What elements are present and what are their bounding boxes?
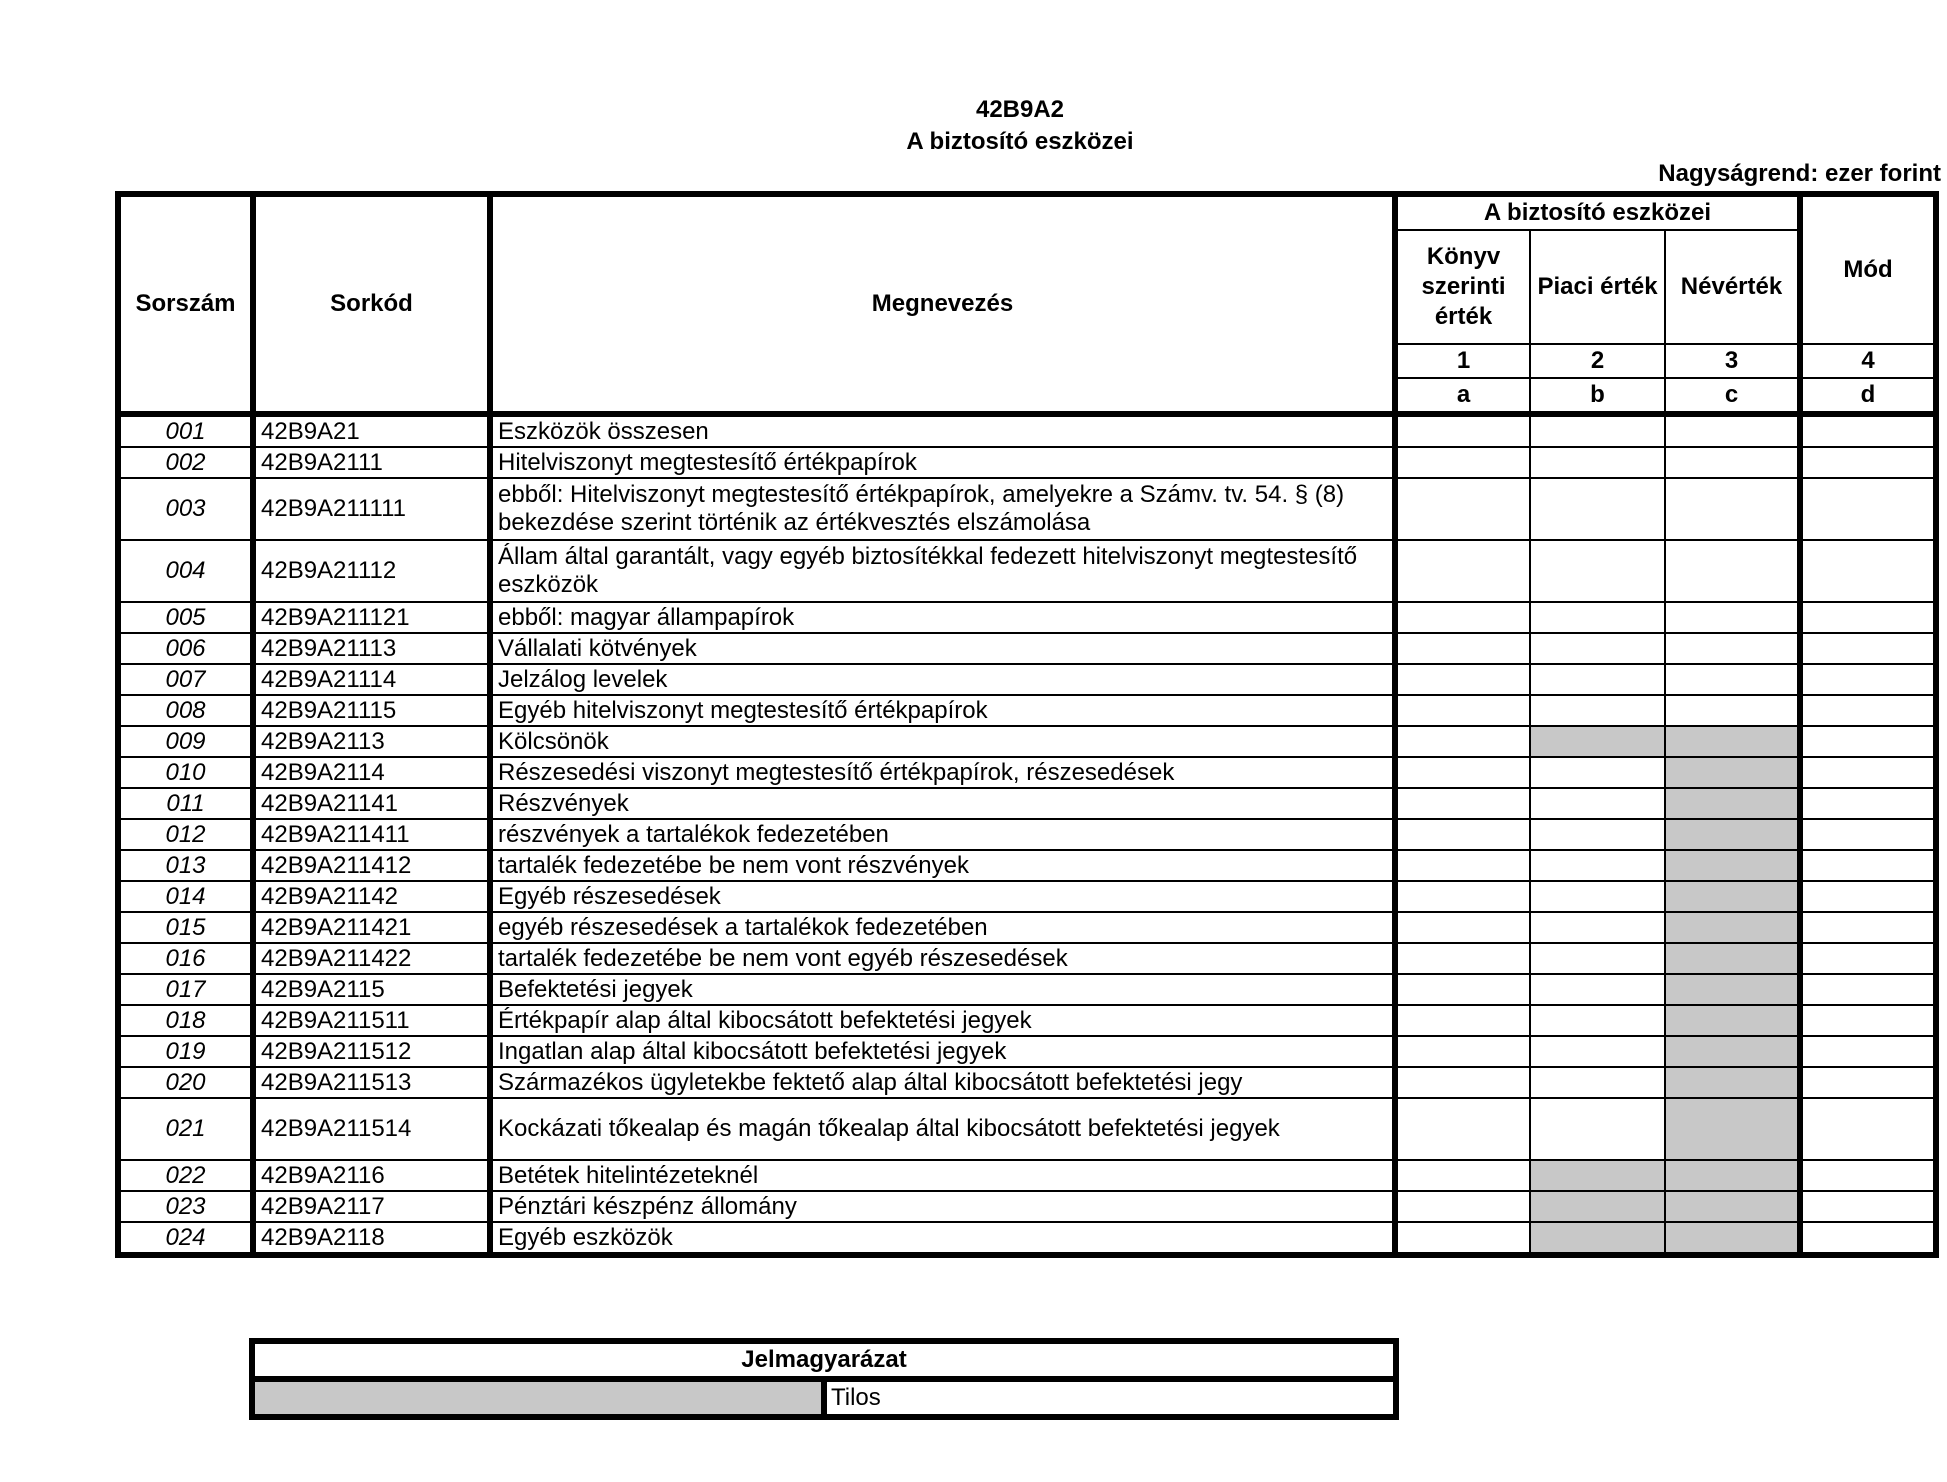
value-cell[interactable] — [1800, 1191, 1936, 1222]
row-sorszam: 012 — [118, 819, 253, 850]
row-sorszam: 015 — [118, 912, 253, 943]
row-sorkod: 42B9A2115 — [253, 974, 490, 1005]
value-cell[interactable] — [1665, 664, 1800, 695]
value-cell[interactable] — [1530, 1067, 1665, 1098]
header-col3: Névérték — [1665, 230, 1800, 344]
header-col2: Piaci érték — [1530, 230, 1665, 344]
value-cell-disabled — [1665, 1067, 1800, 1098]
value-cell[interactable] — [1395, 726, 1530, 757]
row-sorkod: 42B9A211512 — [253, 1036, 490, 1067]
table-row — [118, 974, 1936, 1005]
row-sorkod: 42B9A211412 — [253, 850, 490, 881]
value-cell[interactable] — [1395, 912, 1530, 943]
value-cell[interactable] — [1395, 602, 1530, 633]
value-cell[interactable] — [1395, 540, 1530, 602]
row-megnevezes: tartalék fedezetébe be nem vont részvények — [490, 850, 1395, 881]
value-cell[interactable] — [1530, 1036, 1665, 1067]
value-cell[interactable] — [1530, 540, 1665, 602]
value-cell[interactable] — [1395, 881, 1530, 912]
value-cell[interactable] — [1800, 974, 1936, 1005]
table-row — [118, 633, 1936, 664]
value-cell[interactable] — [1665, 695, 1800, 726]
row-sorkod: 42B9A211422 — [253, 943, 490, 974]
form-title: A biztosító eszközei — [906, 128, 1134, 155]
value-cell[interactable] — [1530, 695, 1665, 726]
value-cell[interactable] — [1800, 943, 1936, 974]
row-megnevezes: Származékos ügyletekbe fektető alap által kibocsátott befektetési jegy — [490, 1067, 1395, 1098]
row-sorkod: 42B9A21113 — [253, 633, 490, 664]
row-sorkod: 42B9A2113 — [253, 726, 490, 757]
value-cell-disabled — [1530, 726, 1665, 757]
unit-note: Nagyságrend: ezer forint — [1658, 160, 1941, 187]
value-cell[interactable] — [1665, 447, 1800, 478]
title-block — [0, 94, 1947, 158]
legend-title: Jelmagyarázat — [252, 1341, 1396, 1379]
header-mod: Mód — [1800, 194, 1936, 344]
row-megnevezes: egyéb részesedések a tartalékok fedezetében — [490, 912, 1395, 943]
value-cell[interactable] — [1395, 1098, 1530, 1160]
value-cell[interactable] — [1530, 912, 1665, 943]
value-cell[interactable] — [1665, 414, 1800, 447]
form-code: 42B9A2 — [975, 96, 1065, 123]
row-sorkod: 42B9A21 — [253, 414, 490, 447]
value-cell[interactable] — [1800, 602, 1936, 633]
table-row — [118, 540, 1936, 602]
header-letter-c: c — [1665, 378, 1800, 414]
value-cell[interactable] — [1395, 664, 1530, 695]
value-cell[interactable] — [1395, 1160, 1530, 1191]
row-megnevezes: Pénztári készpénz állomány — [490, 1191, 1395, 1222]
table-row — [118, 478, 1936, 540]
row-megnevezes: Kölcsönök — [490, 726, 1395, 757]
value-cell[interactable] — [1800, 664, 1936, 695]
value-cell[interactable] — [1395, 819, 1530, 850]
value-cell-disabled — [1665, 943, 1800, 974]
row-megnevezes: Vállalati kötvények — [490, 633, 1395, 664]
table-row — [118, 1005, 1936, 1036]
value-cell[interactable] — [1800, 478, 1936, 540]
legend-tilos-label: Tilos — [824, 1379, 1396, 1417]
table-row — [118, 881, 1936, 912]
table-row — [118, 788, 1936, 819]
value-cell[interactable] — [1395, 1067, 1530, 1098]
value-cell-disabled — [1665, 819, 1800, 850]
row-sorszam: 021 — [118, 1098, 253, 1160]
row-sorkod: 42B9A21142 — [253, 881, 490, 912]
row-sorkod: 42B9A211111 — [253, 478, 490, 540]
value-cell[interactable] — [1395, 788, 1530, 819]
row-sorkod: 42B9A211513 — [253, 1067, 490, 1098]
row-megnevezes: Ingatlan alap által kibocsátott befektetési jegyek — [490, 1036, 1395, 1067]
value-cell[interactable] — [1395, 1036, 1530, 1067]
header-col1: Könyv szerinti érték — [1395, 230, 1530, 344]
value-cell-disabled — [1665, 788, 1800, 819]
value-cell-disabled — [1665, 881, 1800, 912]
row-megnevezes: Eszközök összesen — [490, 414, 1395, 447]
row-sorszam: 022 — [118, 1160, 253, 1191]
row-sorszam: 005 — [118, 602, 253, 633]
row-sorkod: 42B9A211421 — [253, 912, 490, 943]
value-cell[interactable] — [1395, 757, 1530, 788]
value-cell-disabled — [1665, 1160, 1800, 1191]
value-cell[interactable] — [1800, 414, 1936, 447]
row-sorkod: 42B9A2117 — [253, 1191, 490, 1222]
row-megnevezes: Állam által garantált, vagy egyéb biztosítékkal fedezett hitelviszonyt megtestesítő eszközök — [490, 540, 1395, 602]
legend-tilos-swatch — [252, 1379, 824, 1417]
value-cell[interactable] — [1530, 788, 1665, 819]
row-sorkod: 42B9A211514 — [253, 1098, 490, 1160]
value-cell[interactable] — [1395, 1222, 1530, 1255]
row-megnevezes: Egyéb részesedések — [490, 881, 1395, 912]
value-cell[interactable] — [1665, 633, 1800, 664]
row-megnevezes: ebből: Hitelviszonyt megtestesítő értékpapírok, amelyekre a Számv. tv. 54. § (8) bekezdése szerint történik az értékvesztés elszámolása — [490, 478, 1395, 540]
value-cell[interactable] — [1530, 757, 1665, 788]
value-cell[interactable] — [1395, 943, 1530, 974]
header-megnevezes: Megnevezés — [490, 194, 1395, 414]
value-cell[interactable] — [1800, 695, 1936, 726]
header-num-4: 4 — [1800, 344, 1936, 378]
table-row — [118, 757, 1936, 788]
value-cell[interactable] — [1530, 602, 1665, 633]
value-cell[interactable] — [1395, 1005, 1530, 1036]
value-cell-disabled — [1665, 850, 1800, 881]
value-cell[interactable] — [1800, 1036, 1936, 1067]
header-num-1: 1 — [1395, 344, 1530, 378]
table-row — [118, 664, 1936, 695]
value-cell[interactable] — [1530, 850, 1665, 881]
value-cell[interactable] — [1395, 1191, 1530, 1222]
value-cell[interactable] — [1395, 633, 1530, 664]
value-cell-disabled — [1665, 757, 1800, 788]
row-megnevezes: Kockázati tőkealap és magán tőkealap által kibocsátott befektetési jegyek — [490, 1098, 1395, 1160]
value-cell[interactable] — [1395, 974, 1530, 1005]
row-sorkod: 42B9A21112 — [253, 540, 490, 602]
value-cell-disabled — [1665, 912, 1800, 943]
row-megnevezes: Egyéb hitelviszonyt megtestesítő értékpapírok — [490, 695, 1395, 726]
row-sorkod: 42B9A211411 — [253, 819, 490, 850]
value-cell-disabled — [1530, 1222, 1665, 1255]
table-row — [118, 819, 1936, 850]
row-sorkod: 42B9A211121 — [253, 602, 490, 633]
row-sorkod: 42B9A2118 — [253, 1222, 490, 1255]
row-sorszam: 020 — [118, 1067, 253, 1098]
table-body — [118, 414, 1936, 1255]
value-cell[interactable] — [1800, 447, 1936, 478]
row-sorszam: 018 — [118, 1005, 253, 1036]
value-cell[interactable] — [1530, 881, 1665, 912]
table-row — [118, 726, 1936, 757]
row-sorszam: 007 — [118, 664, 253, 695]
header-sorszam: Sorszám — [118, 194, 253, 414]
row-megnevezes: ebből: magyar állampapírok — [490, 602, 1395, 633]
row-megnevezes: tartalék fedezetébe be nem vont egyéb részesedések — [490, 943, 1395, 974]
row-sorkod: 42B9A21115 — [253, 695, 490, 726]
table-row — [118, 414, 1936, 447]
value-cell[interactable] — [1800, 819, 1936, 850]
value-cell[interactable] — [1665, 478, 1800, 540]
table-row — [118, 850, 1936, 881]
header-letter-b: b — [1530, 378, 1665, 414]
row-sorszam: 010 — [118, 757, 253, 788]
row-sorszam: 019 — [118, 1036, 253, 1067]
table-row — [118, 1067, 1936, 1098]
row-sorszam: 013 — [118, 850, 253, 881]
header-sorkod: Sorkód — [253, 194, 490, 414]
row-sorkod: 42B9A211511 — [253, 1005, 490, 1036]
row-sorkod: 42B9A2116 — [253, 1160, 490, 1191]
table-row — [118, 943, 1936, 974]
row-megnevezes: Betétek hitelintézeteknél — [490, 1160, 1395, 1191]
row-megnevezes: Értékpapír alap által kibocsátott befektetési jegyek — [490, 1005, 1395, 1036]
value-cell[interactable] — [1800, 850, 1936, 881]
value-cell[interactable] — [1530, 447, 1665, 478]
legend-table — [249, 1338, 1399, 1420]
row-sorkod: 42B9A21114 — [253, 664, 490, 695]
value-cell[interactable] — [1395, 414, 1530, 447]
row-megnevezes: Egyéb eszközök — [490, 1222, 1395, 1255]
value-cell-disabled — [1665, 1191, 1800, 1222]
table-row — [118, 1098, 1936, 1160]
row-sorkod: 42B9A21141 — [253, 788, 490, 819]
value-cell-disabled — [1665, 1005, 1800, 1036]
row-sorszam: 002 — [118, 447, 253, 478]
table-row — [118, 1036, 1936, 1067]
value-cell[interactable] — [1665, 540, 1800, 602]
value-cell[interactable] — [1395, 850, 1530, 881]
value-cell[interactable] — [1395, 447, 1530, 478]
row-sorszam: 008 — [118, 695, 253, 726]
row-megnevezes: Részesedési viszonyt megtestesítő értékpapírok, részesedések — [490, 757, 1395, 788]
row-sorkod: 42B9A2111 — [253, 447, 490, 478]
header-letter-d: d — [1800, 378, 1936, 414]
row-sorszam: 009 — [118, 726, 253, 757]
row-sorszam: 024 — [118, 1222, 253, 1255]
row-sorszam: 003 — [118, 478, 253, 540]
value-cell[interactable] — [1665, 602, 1800, 633]
header-num-2: 2 — [1530, 344, 1665, 378]
table-row — [118, 447, 1936, 478]
header-group: A biztosító eszközei — [1395, 194, 1800, 230]
table-row — [118, 695, 1936, 726]
value-cell-disabled — [1665, 726, 1800, 757]
table-row — [118, 602, 1936, 633]
header-letter-a: a — [1395, 378, 1530, 414]
row-sorszam: 001 — [118, 414, 253, 447]
value-cell[interactable] — [1395, 695, 1530, 726]
row-megnevezes: Befektetési jegyek — [490, 974, 1395, 1005]
value-cell[interactable] — [1395, 478, 1530, 540]
row-sorszam: 016 — [118, 943, 253, 974]
value-cell[interactable] — [1800, 1005, 1936, 1036]
row-megnevezes: részvények a tartalékok fedezetében — [490, 819, 1395, 850]
value-cell[interactable] — [1800, 1160, 1936, 1191]
row-sorszam: 017 — [118, 974, 253, 1005]
row-sorkod: 42B9A2114 — [253, 757, 490, 788]
value-cell[interactable] — [1530, 478, 1665, 540]
value-cell[interactable] — [1800, 1067, 1936, 1098]
value-cell[interactable] — [1800, 912, 1936, 943]
table-row — [118, 1222, 1936, 1255]
row-sorszam: 014 — [118, 881, 253, 912]
value-cell[interactable] — [1530, 414, 1665, 447]
value-cell-disabled — [1665, 1222, 1800, 1255]
value-cell[interactable] — [1530, 633, 1665, 664]
value-cell[interactable] — [1530, 1005, 1665, 1036]
value-cell-disabled — [1530, 1160, 1665, 1191]
row-sorszam: 023 — [118, 1191, 253, 1222]
value-cell[interactable] — [1800, 540, 1936, 602]
value-cell[interactable] — [1530, 664, 1665, 695]
table-row — [118, 1191, 1936, 1222]
row-sorszam: 006 — [118, 633, 253, 664]
row-sorszam: 004 — [118, 540, 253, 602]
table-row — [118, 1160, 1936, 1191]
value-cell[interactable] — [1530, 943, 1665, 974]
value-cell-disabled — [1665, 1098, 1800, 1160]
value-cell-disabled — [1665, 1036, 1800, 1067]
value-cell[interactable] — [1530, 1098, 1665, 1160]
assets-table — [115, 191, 1939, 1258]
row-sorszam: 011 — [118, 788, 253, 819]
row-megnevezes: Részvények — [490, 788, 1395, 819]
value-cell-disabled — [1665, 974, 1800, 1005]
value-cell[interactable] — [1530, 819, 1665, 850]
value-cell[interactable] — [1800, 1098, 1936, 1160]
value-cell[interactable] — [1800, 633, 1936, 664]
value-cell[interactable] — [1800, 881, 1936, 912]
value-cell[interactable] — [1800, 726, 1936, 757]
value-cell[interactable] — [1530, 974, 1665, 1005]
value-cell[interactable] — [1800, 1222, 1936, 1255]
table-row — [118, 912, 1936, 943]
value-cell[interactable] — [1800, 788, 1936, 819]
value-cell[interactable] — [1800, 757, 1936, 788]
header-num-3: 3 — [1665, 344, 1800, 378]
value-cell-disabled — [1530, 1191, 1665, 1222]
row-megnevezes: Jelzálog levelek — [490, 664, 1395, 695]
row-megnevezes: Hitelviszonyt megtestesítő értékpapírok — [490, 447, 1395, 478]
